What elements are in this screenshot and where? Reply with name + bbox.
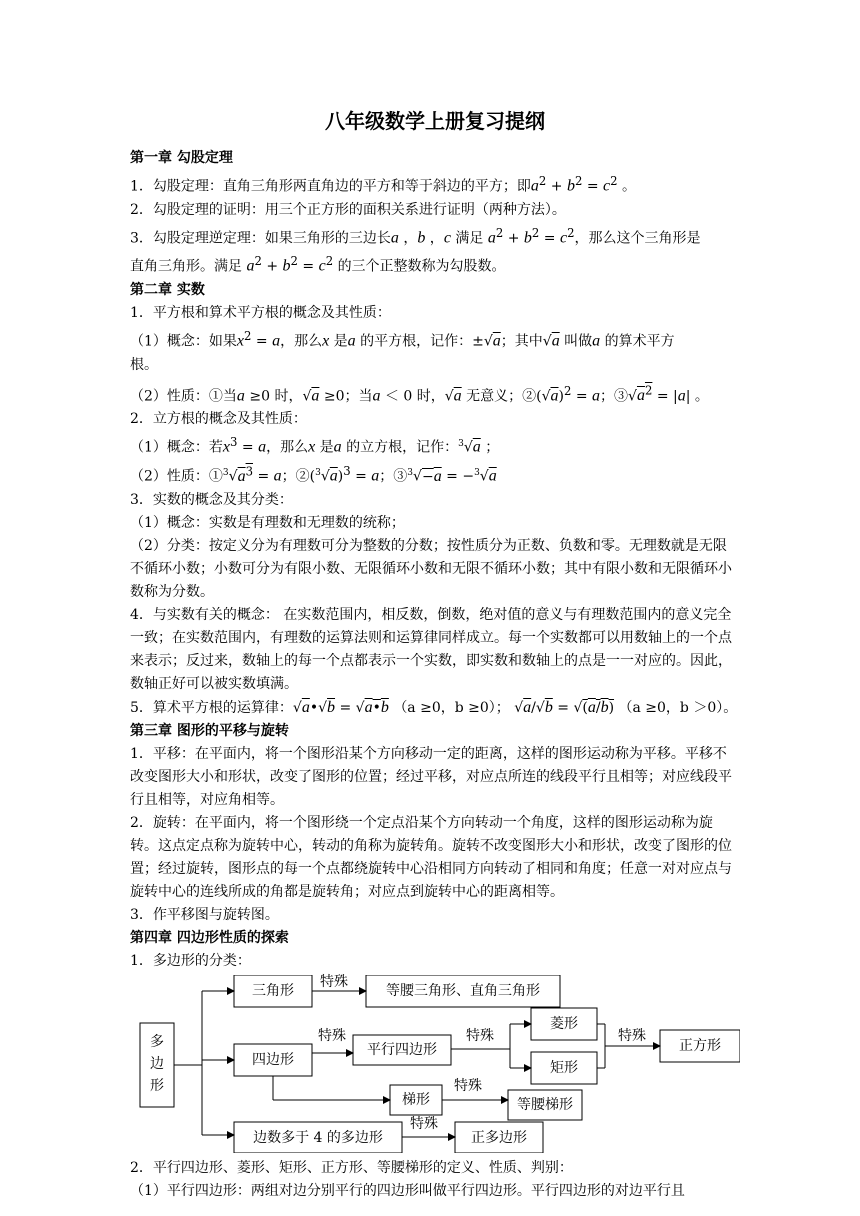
ch2-s2a: （1）概念：若$x^3 = a$，那么x 是a 的立方根，记作：$^3$√a ； xyxy=(130,435,500,456)
ch4-s1: 1．多边形的分类： xyxy=(130,952,251,969)
node-regular-polygon: 正多边形 xyxy=(471,1129,527,1146)
ch3-s1: 1．平移：在平面内，将一个图形沿某个方向移动一定的距离，这样的图形运动称为平移。平移不改变图形大小和形状，改变了图形的位置；经过平移，对应点所连的线段平行且相等；对应线段平行且相等，对应角相等。 xyxy=(130,745,732,808)
chapter-2-heading: 第二章 实数 xyxy=(130,281,205,298)
ch3-s3: 3．作平移图与旋转图。 xyxy=(130,906,279,923)
chapter-4-heading: 第四章 四边形性质的探索 xyxy=(130,929,289,946)
label-special-4: 特殊 xyxy=(618,1027,646,1044)
ch1-line-3: 3．勾股定理逆定理：如果三角形的三边长a ，b ，c 满足 $a^2 + b^2 = c^2$，那么这个三角形是 xyxy=(130,225,701,247)
page-title: 八年级数学上册复习提纲 xyxy=(325,109,545,133)
node-triangle: 三角形 xyxy=(252,982,294,999)
node-rhombus: 菱形 xyxy=(550,1015,578,1032)
ch2-s3a: （1）概念：实数是有理数和无理数的统称； xyxy=(130,514,405,531)
node-iso-right-triangle: 等腰三角形、直角三角形 xyxy=(386,982,540,999)
node-parallelogram: 平行四边形 xyxy=(367,1041,437,1058)
chapter-3-heading: 第三章 图形的平移与旋转 xyxy=(130,722,289,739)
chapter-1-heading: 第一章 勾股定理 xyxy=(130,150,233,166)
ch1-line-4: 直角三角形。满足 $a^2 + b^2 = c^2$ 的三个正整数称为勾股数。 xyxy=(130,254,506,275)
ch2-s1a: （1）概念：如果$x^2 = a$，那么x 是a 的平方根，记作：±√a；其中√a 叫做a 的算术平方 xyxy=(130,328,675,350)
diagram-root-label: 多 边 形 xyxy=(150,1033,164,1094)
ch2-s2b: （2）性质：$①^3√a^3 = a$；$②(^3√a)^3 = a$；③$^3$√−a = −$^3$√a xyxy=(130,463,497,485)
ch2-s1a-cont: 根。 xyxy=(130,356,158,373)
ch2-s1: 1．平方根和算术平方根的概念及其性质： xyxy=(130,304,391,321)
ch4-s2a: （1）平行四边形：两组对边分别平行的四边形叫做平行四边形。平行四边形的对边平行且 xyxy=(130,1182,685,1199)
label-special-1: 特殊 xyxy=(320,973,348,990)
node-quadrilateral: 四边形 xyxy=(252,1051,294,1068)
node-ngon: 边数多于 4 的多边形 xyxy=(253,1129,383,1146)
label-special-3: 特殊 xyxy=(466,1027,494,1044)
node-rectangle: 矩形 xyxy=(550,1059,578,1076)
node-square: 正方形 xyxy=(679,1037,721,1054)
label-special-6: 特殊 xyxy=(410,1115,438,1132)
label-special-5: 特殊 xyxy=(454,1077,482,1094)
ch2-s5: 5．算术平方根的运算律：√a•√b = √a•b （a ≥0，b ≥0）； √a/√b = √(a/b) （a ≥0，b ＞0）。 xyxy=(130,698,738,716)
ch4-s2: 2．平行四边形、菱形、矩形、正方形、等腰梯形的定义、性质、判别： xyxy=(130,1159,573,1176)
ch1-line-1: 1．勾股定理：直角三角形两直角边的平方和等于斜边的平方；即$a^2 + b^2 = c^2$ 。 xyxy=(130,174,637,195)
ch2-s3b: （2）分类：按定义分为有理数可分为整数的分数；按性质分为正数、负数和零。无理数就是无限不循环小数；小数可分为有限小数、无限循环小数和无限不循环小数；其中有限小数和无限循环小数称为分数。 xyxy=(130,537,732,600)
ch2-s4: 4．与实数有关的概念： 在实数范围内，相反数，倒数，绝对值的意义与有理数范围内的意义完全一致；在实数范围内，有理数的运算法则和运算律同样成立。每一个实数都可以用数轴上的一个点来表示；反过来，数轴上的每一个点都表示一个实数，即实数和数轴上的点是一一对应的。因此，数轴正好可以被实数填满。 xyxy=(130,606,732,692)
ch2-s1b: （2）性质：①当a ≥0 时，√a ≥0；当a ＜ 0 时，√a 无意义；$②(√a)^2 = a$；$③√a^2 = |a|$ 。 xyxy=(130,383,709,405)
node-trapezoid: 梯形 xyxy=(402,1091,430,1108)
node-iso-trapezoid: 等腰梯形 xyxy=(517,1096,573,1113)
ch2-s3: 3．实数的概念及其分类： xyxy=(130,491,293,508)
label-special-2: 特殊 xyxy=(318,1027,346,1044)
document-page xyxy=(130,110,740,1203)
ch1-line-2: 2．勾股定理的证明：用三个正方形的面积关系进行证明（两种方法）。 xyxy=(130,201,566,218)
polygon-classification-diagram xyxy=(130,975,740,1153)
ch2-s2: 2．立方根的概念及其性质： xyxy=(130,411,307,428)
ch3-s2: 2．旋转：在平面内，将一个图形绕一个定点沿某个方向转动一个角度，这样的图形运动称为旋转。这点定点称为旋转中心，转动的角称为旋转角。旋转不改变图形大小和形状，改变了图形的位置；经过旋转，图形点的每一个点都绕旋转中心沿相同方向转动了相同和角度；任意一对对应点与旋转中心的连线所成的角都是旋转角；对应点到旋转中心的距离相等。 xyxy=(130,814,732,900)
